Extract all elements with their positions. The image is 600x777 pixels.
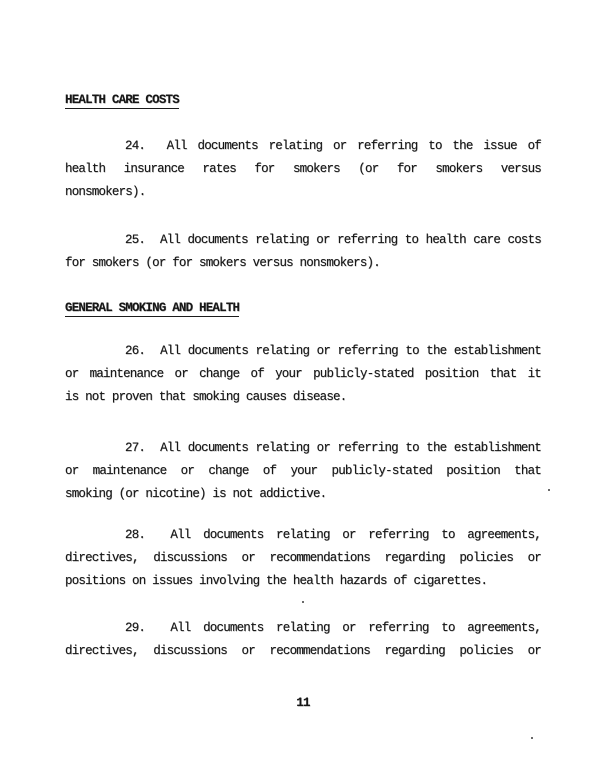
paragraph-27 xyxy=(65,437,541,506)
paragraph-line: positions on issues involving the health hazards of cigarettes. xyxy=(65,574,488,588)
paragraph-25 xyxy=(65,229,541,275)
paragraph-line: directives, discussions or recommendations regarding policies or xyxy=(65,644,541,658)
paragraph-24 xyxy=(65,135,541,204)
paragraph-line: is not proven that smoking causes disease. xyxy=(65,390,347,404)
document-body xyxy=(65,92,541,710)
paragraph-29 xyxy=(65,617,541,663)
paragraph-line: nonsmokers). xyxy=(65,185,146,199)
paragraph-line: 27. All documents relating or referring to the establishment xyxy=(125,441,541,455)
heading-underlined-text: HEALTH CARE COSTS xyxy=(65,93,179,107)
page-number: 11 xyxy=(296,696,310,710)
scan-artifact-dot xyxy=(302,601,304,603)
section-heading-health-care-costs xyxy=(65,92,541,108)
paragraph-line: or maintenance or change of your publicly-stated position that xyxy=(65,464,541,478)
paragraph-line: 26. All documents relating or referring to the establishment xyxy=(125,344,541,358)
heading-underlined-text: GENERAL SMOKING AND HEALTH xyxy=(65,301,240,315)
paragraph-line: health insurance rates for smokers (or for smokers versus xyxy=(65,162,541,176)
section-heading-general-smoking-and-health xyxy=(65,300,541,316)
paragraph-line: 24. All documents relating or referring to the issue of xyxy=(125,139,541,153)
paragraph-line: 28. All documents relating or referring to agreements, xyxy=(125,528,541,542)
paragraph-26 xyxy=(65,340,541,409)
scan-artifact-dot xyxy=(548,489,550,491)
paragraph-line: for smokers (or for smokers versus nonsmokers). xyxy=(65,256,380,270)
paragraph-line: or maintenance or change of your publicly-stated position that it xyxy=(65,367,541,381)
paragraph-line: smoking (or nicotine) is not addictive. xyxy=(65,487,327,501)
paragraph-line: 29. All documents relating or referring to agreements, xyxy=(125,621,541,635)
paragraph-28 xyxy=(65,524,541,593)
scan-artifact-dot xyxy=(531,737,533,739)
paragraph-line: 25. All documents relating or referring to health care costs xyxy=(125,233,541,247)
paragraph-line: directives, discussions or recommendations regarding policies or xyxy=(65,551,541,565)
